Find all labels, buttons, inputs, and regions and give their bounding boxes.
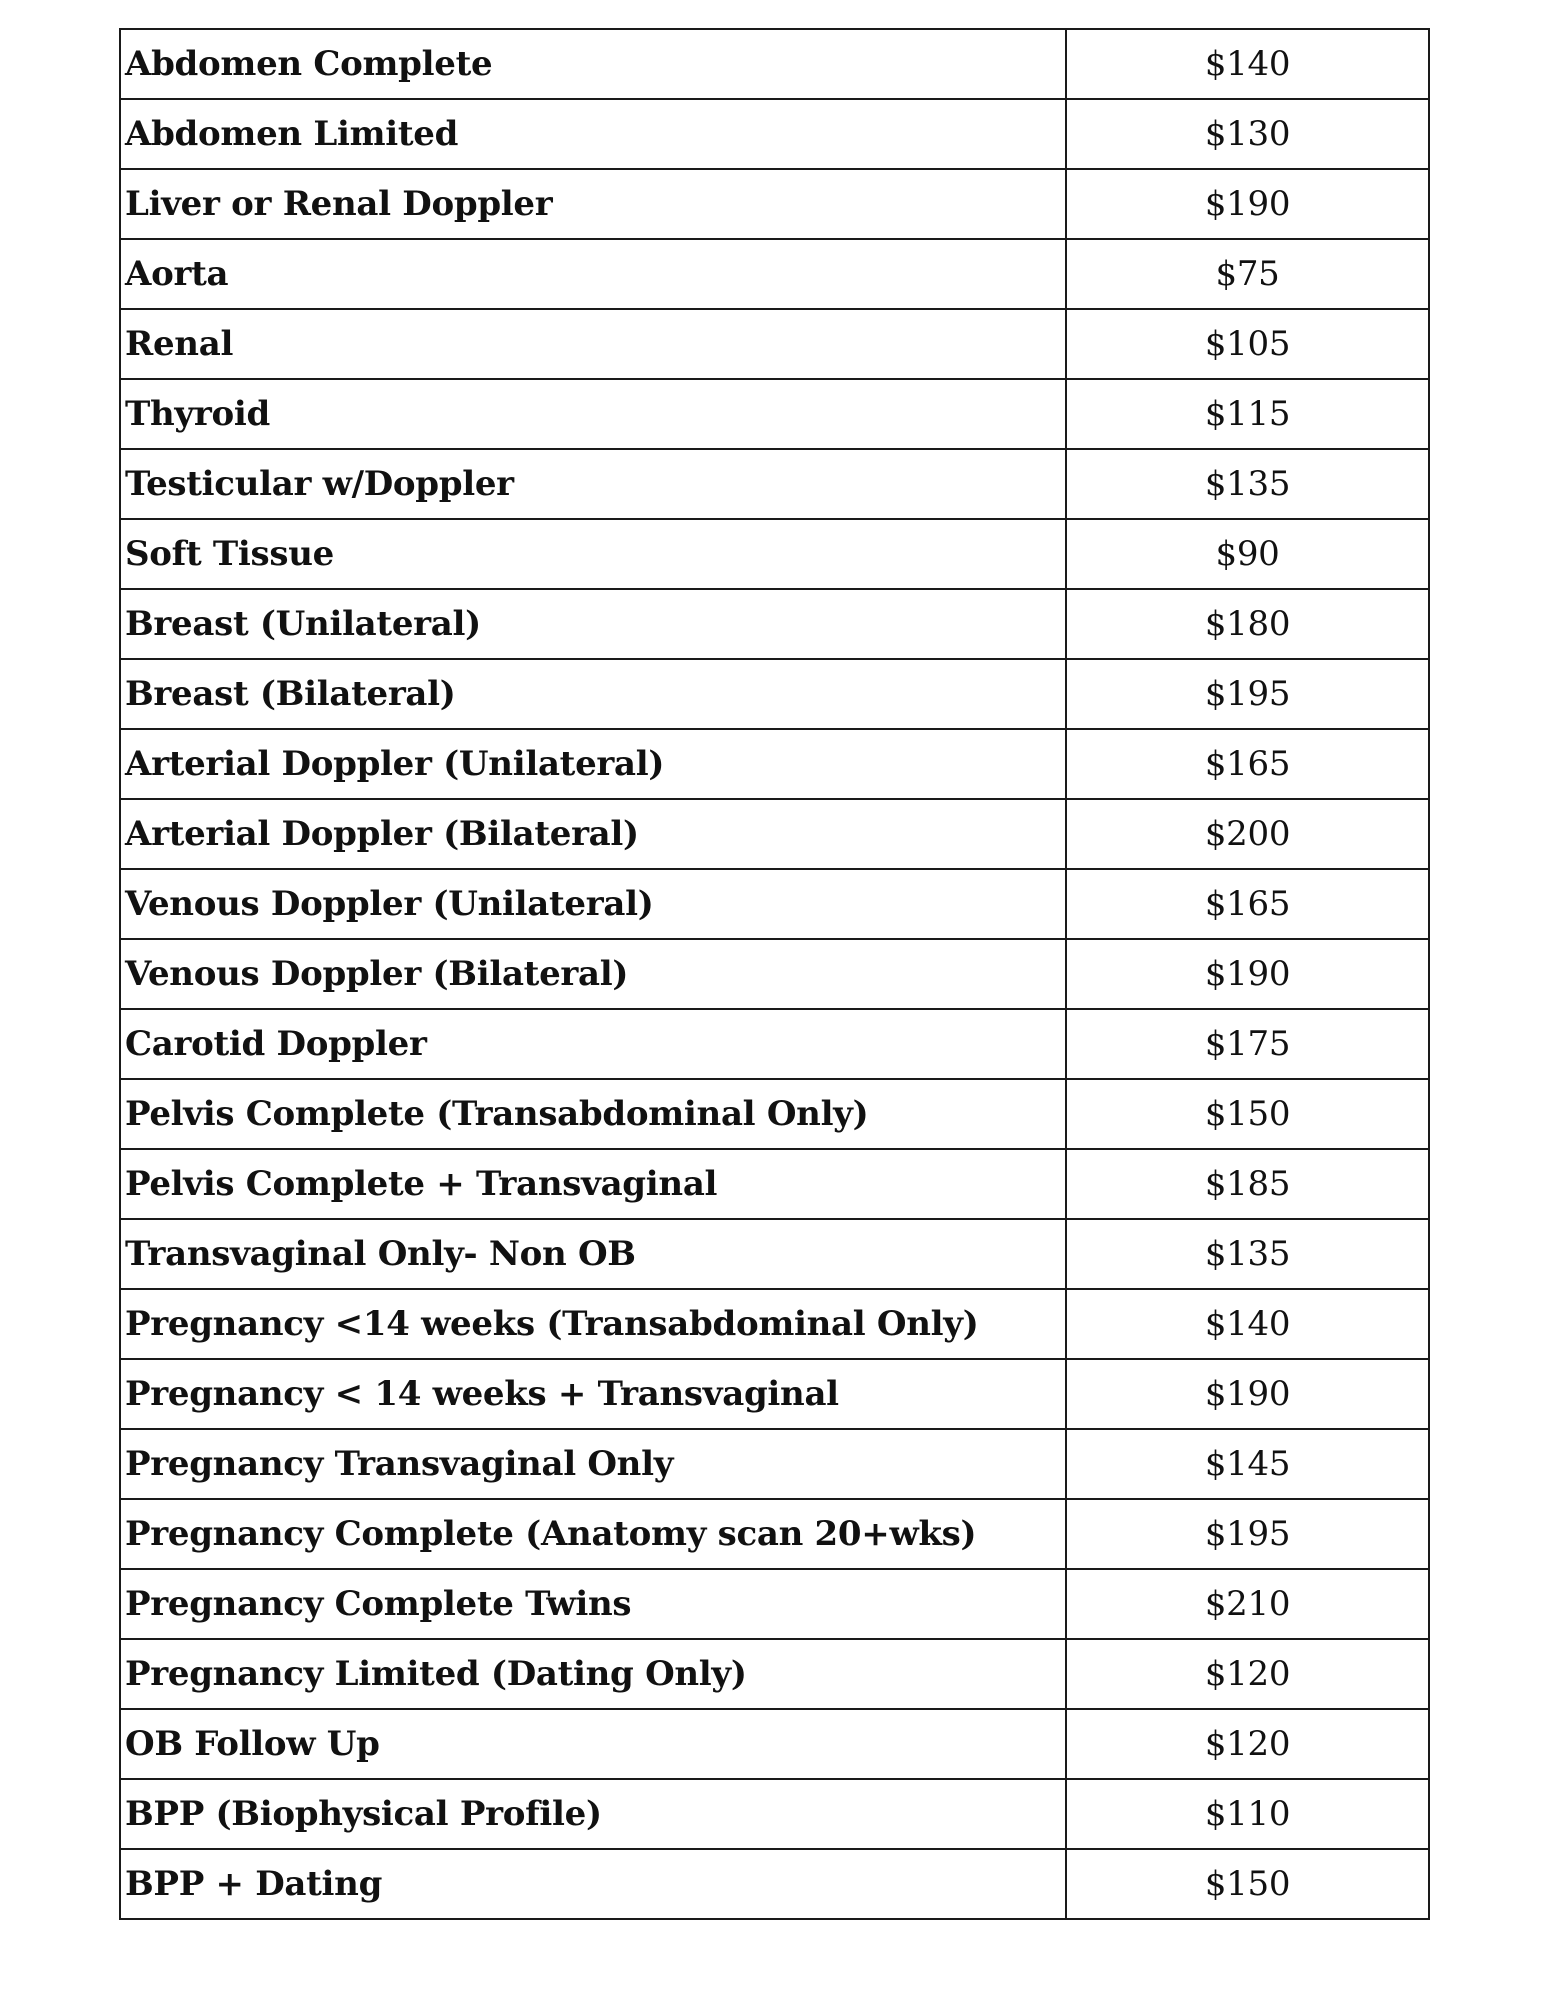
table-row — [120, 1779, 1429, 1849]
price-cell: $175 — [1066, 1009, 1429, 1079]
service-name-cell: Carotid Doppler — [120, 1009, 1066, 1079]
price-cell: $190 — [1066, 169, 1429, 239]
price-cell: $75 — [1066, 239, 1429, 309]
table-row — [120, 379, 1429, 449]
service-name-cell: Arterial Doppler (Bilateral) — [120, 799, 1066, 869]
price-cell: $190 — [1066, 939, 1429, 1009]
service-name-cell: BPP (Biophysical Profile) — [120, 1779, 1066, 1849]
table-row — [120, 1639, 1429, 1709]
table-row — [120, 1289, 1429, 1359]
table-row — [120, 1849, 1429, 1919]
service-name-cell: Aorta — [120, 239, 1066, 309]
table-row — [120, 29, 1429, 99]
service-name-cell: Pelvis Complete (Transabdominal Only) — [120, 1079, 1066, 1149]
table-row — [120, 99, 1429, 169]
table-row — [120, 1429, 1429, 1499]
table-row — [120, 589, 1429, 659]
table-row — [120, 169, 1429, 239]
price-cell: $115 — [1066, 379, 1429, 449]
price-table — [119, 28, 1430, 1920]
service-name-cell: Abdomen Limited — [120, 99, 1066, 169]
price-cell: $110 — [1066, 1779, 1429, 1849]
price-cell: $145 — [1066, 1429, 1429, 1499]
table-row — [120, 799, 1429, 869]
service-name-cell: Pregnancy Limited (Dating Only) — [120, 1639, 1066, 1709]
service-name-cell: Renal — [120, 309, 1066, 379]
price-cell: $135 — [1066, 449, 1429, 519]
price-cell: $150 — [1066, 1079, 1429, 1149]
service-name-cell: Abdomen Complete — [120, 29, 1066, 99]
price-cell: $150 — [1066, 1849, 1429, 1919]
table-row — [120, 659, 1429, 729]
price-cell: $165 — [1066, 869, 1429, 939]
table-row — [120, 239, 1429, 309]
service-name-cell: Liver or Renal Doppler — [120, 169, 1066, 239]
price-cell: $140 — [1066, 29, 1429, 99]
table-row — [120, 1569, 1429, 1639]
service-name-cell: Soft Tissue — [120, 519, 1066, 589]
table-row — [120, 1079, 1429, 1149]
table-row — [120, 729, 1429, 799]
table-row — [120, 1009, 1429, 1079]
service-name-cell: OB Follow Up — [120, 1709, 1066, 1779]
price-cell: $165 — [1066, 729, 1429, 799]
service-name-cell: Venous Doppler (Unilateral) — [120, 869, 1066, 939]
price-cell: $185 — [1066, 1149, 1429, 1219]
service-name-cell: Pregnancy <14 weeks (Transabdominal Only) — [120, 1289, 1066, 1359]
price-cell: $195 — [1066, 659, 1429, 729]
price-table-body — [120, 29, 1429, 1919]
service-name-cell: Transvaginal Only- Non OB — [120, 1219, 1066, 1289]
price-cell: $120 — [1066, 1639, 1429, 1709]
table-row — [120, 449, 1429, 519]
price-cell: $200 — [1066, 799, 1429, 869]
service-name-cell: Thyroid — [120, 379, 1066, 449]
table-row — [120, 519, 1429, 589]
price-cell: $130 — [1066, 99, 1429, 169]
price-cell: $180 — [1066, 589, 1429, 659]
table-row — [120, 309, 1429, 379]
price-cell: $140 — [1066, 1289, 1429, 1359]
service-name-cell: Breast (Bilateral) — [120, 659, 1066, 729]
service-name-cell: BPP + Dating — [120, 1849, 1066, 1919]
service-name-cell: Breast (Unilateral) — [120, 589, 1066, 659]
service-name-cell: Pregnancy Transvaginal Only — [120, 1429, 1066, 1499]
price-cell: $210 — [1066, 1569, 1429, 1639]
table-row — [120, 869, 1429, 939]
price-cell: $195 — [1066, 1499, 1429, 1569]
price-cell: $90 — [1066, 519, 1429, 589]
table-row — [120, 1219, 1429, 1289]
service-name-cell: Testicular w/Doppler — [120, 449, 1066, 519]
service-name-cell: Venous Doppler (Bilateral) — [120, 939, 1066, 1009]
service-name-cell: Pregnancy < 14 weeks + Transvaginal — [120, 1359, 1066, 1429]
table-row — [120, 1149, 1429, 1219]
price-cell: $135 — [1066, 1219, 1429, 1289]
service-name-cell: Pregnancy Complete Twins — [120, 1569, 1066, 1639]
table-row — [120, 1359, 1429, 1429]
price-cell: $190 — [1066, 1359, 1429, 1429]
price-cell: $105 — [1066, 309, 1429, 379]
service-name-cell: Arterial Doppler (Unilateral) — [120, 729, 1066, 799]
service-name-cell: Pregnancy Complete (Anatomy scan 20+wks) — [120, 1499, 1066, 1569]
service-name-cell: Pelvis Complete + Transvaginal — [120, 1149, 1066, 1219]
table-row — [120, 1499, 1429, 1569]
price-cell: $120 — [1066, 1709, 1429, 1779]
table-row — [120, 939, 1429, 1009]
table-row — [120, 1709, 1429, 1779]
